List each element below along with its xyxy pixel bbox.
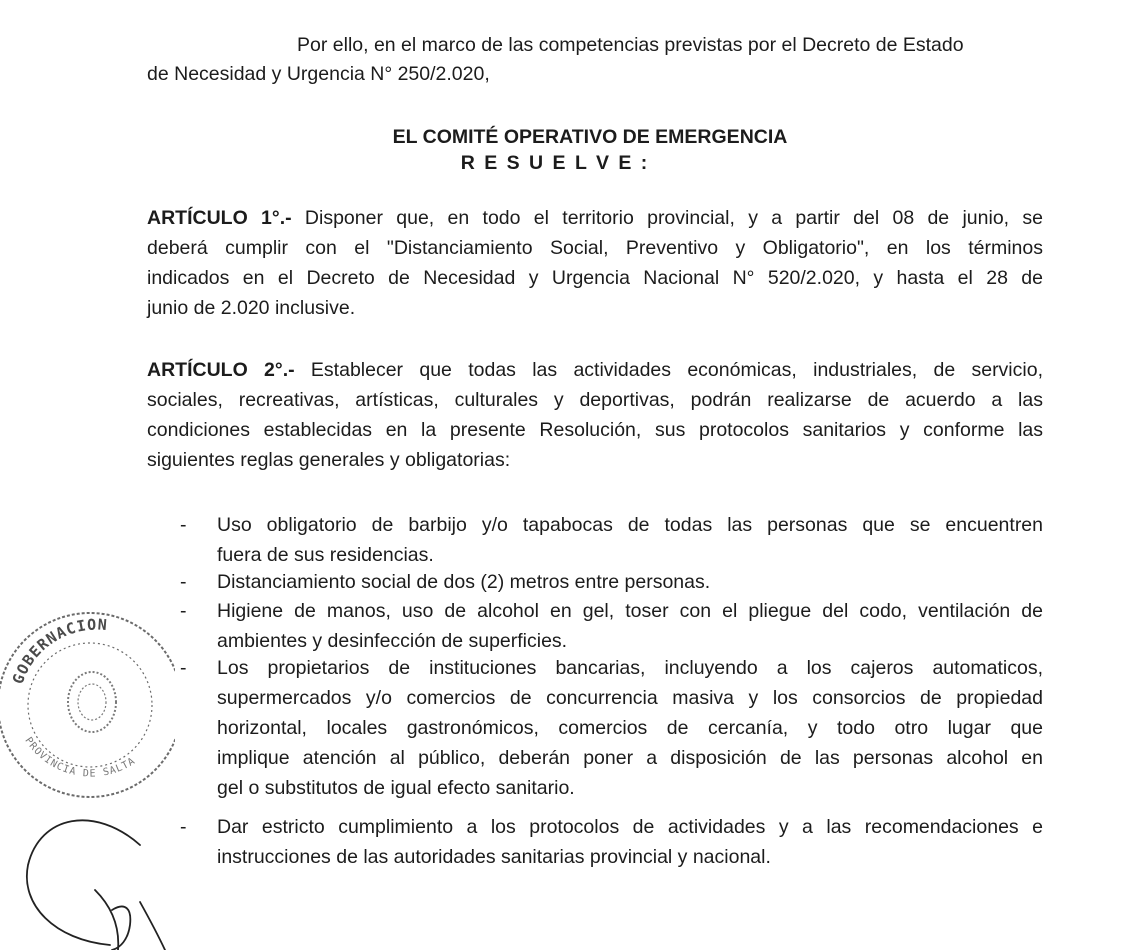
rule-marker: - [180,600,187,622]
rule-line: Higiene de manos, uso de alcohol en gel, toser con el pliegue del codo, ventilación de [217,600,1043,622]
article-1-line: deberá cumplir con el "Distanciamiento Social, Preventivo y Obligatorio", en los términos [147,237,1043,259]
official-seal-stamp [0,590,175,950]
article-2 [147,355,1043,475]
article-1-line: Disponer que, en todo el territorio provincial, y a partir del 08 de junio, se [291,207,1043,229]
article-1-line: indicados en el Decreto de Necesidad y Urgencia Nacional N° 520/2.020, y hasta el 28 de [147,267,1043,289]
rule-line: ambientes y desinfección de superficies. [217,630,568,652]
rule-line: gel o substitutos de igual efecto sanitario. [217,777,575,799]
article-1 [147,203,1043,323]
article-2-line: sociales, recreativas, artísticas, culturales y deportivas, podrán realizarse de acuerdo a las [147,389,1043,411]
rule-marker: - [180,816,187,838]
resolves-heading: R E S U E L V E : [460,152,650,174]
rule-5 [217,812,1043,872]
rule-marker: - [180,571,187,593]
article-1-line: junio de 2.020 inclusive. [147,297,356,319]
rule-marker: - [180,514,187,536]
committee-heading: EL COMITÉ OPERATIVO DE EMERGENCIA [392,126,788,148]
handwritten-signature [27,820,165,950]
rule-line: supermercados y/o comercios de concurrencia masiva y los consorcios de propiedad [217,687,1043,709]
rule-3 [217,596,1043,656]
article-2-line: Establecer que todas las actividades económicas, industriales, de servicio, [294,359,1043,381]
article-2-line: condiciones establecidas en la presente Resolución, sus protocolos sanitarios y conforme las [147,419,1043,441]
rule-line: horizontal, locales gastronómicos, comercios de cercanía, y todo otro lugar que [217,717,1043,739]
article-1-label: ARTÍCULO 1°.- [147,207,292,229]
rule-marker: - [180,657,187,679]
rule-line: Los propietarios de instituciones bancarias, incluyendo a los cajeros automaticos, [217,657,1043,679]
rule-line: fuera de sus residencias. [217,544,434,566]
article-2-label: ARTÍCULO 2°.- [147,359,295,381]
intro-line-2: de Necesidad y Urgencia N° 250/2.020, [147,63,490,85]
seal-bottom-text: PROVINCIA DE SALTA [22,735,138,780]
rule-1 [217,510,1043,570]
seal-top-text: GOBERNACION [8,615,109,687]
rule-line: Distanciamiento social de dos (2) metros entre personas. [217,571,711,593]
rule-line: Dar estricto cumplimiento a los protocolos de actividades y a las recomendaciones e [217,816,1043,838]
article-2-line: siguientes reglas generales y obligatorias: [147,449,511,471]
rule-2 [217,567,1043,597]
rule-line: instrucciones de las autoridades sanitarias provincial y nacional. [217,846,771,868]
seal-emblem [68,672,116,732]
intro-line-1: Por ello, en el marco de las competencias previstas por el Decreto de Estado [297,34,964,56]
rule-line: Uso obligatorio de barbijo y/o tapabocas de todas las personas que se encuentren [217,514,1043,536]
rule-4 [217,653,1043,803]
rule-line: implique atención al público, deberán poner a disposición de las personas alcohol en [217,747,1043,769]
